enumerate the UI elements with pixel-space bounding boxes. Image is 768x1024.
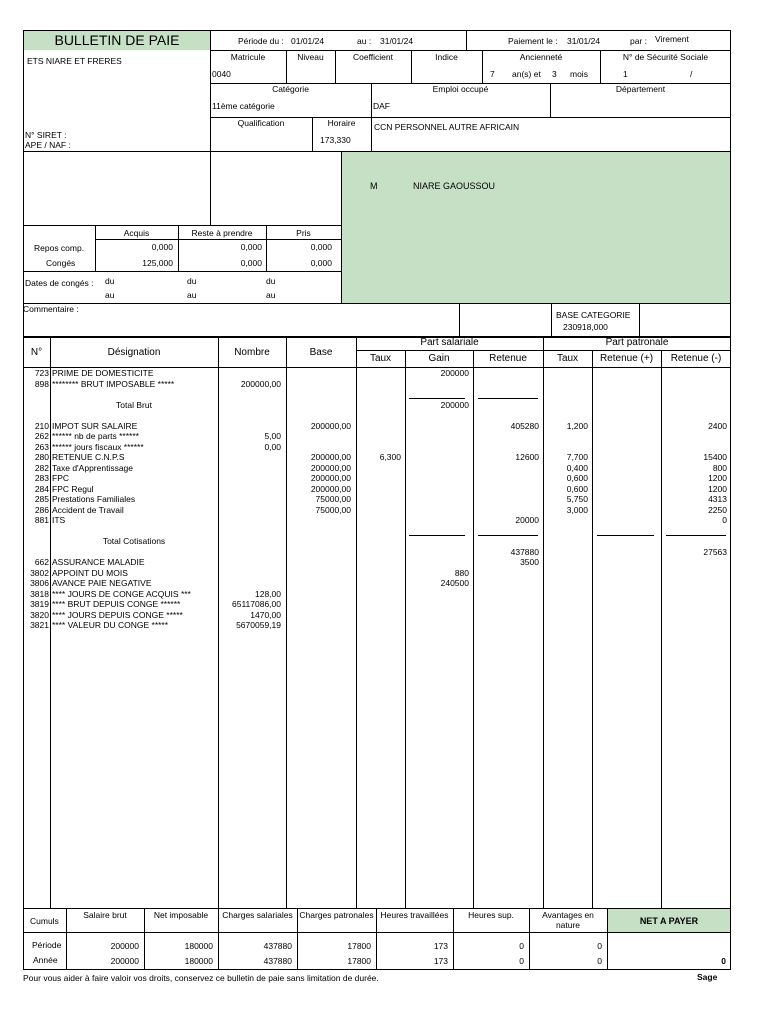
table-row <box>0 421 768 432</box>
coefficient-label: Coefficient <box>352 52 393 62</box>
cell-num: 3820 <box>30 609 49 620</box>
table-row <box>0 494 768 505</box>
comment-frame <box>23 303 731 337</box>
leave-value: 0,000 <box>151 242 173 252</box>
cell-base: 200000,00 <box>310 462 351 473</box>
period-from-label: Période du : <box>238 36 284 46</box>
cumuls-header: Heures sup. <box>468 910 514 920</box>
cell-retenue: 405280 <box>510 420 539 431</box>
col-header-retenue-minus: Retenue (-) <box>670 353 722 364</box>
cell-des: **** VALEUR DU CONGE ***** <box>52 620 169 630</box>
cumuls-header: Salaire brut <box>83 910 127 920</box>
cell-des: FPC <box>52 473 69 483</box>
cell-retenue: 3500 <box>520 557 539 567</box>
horaire-label: Horaire <box>327 118 356 128</box>
sage-brand: Sage <box>697 972 718 982</box>
cell-num: 282 <box>34 462 49 473</box>
cumuls-label: Cumuls <box>30 916 59 926</box>
cumuls-header: Avantages en nature <box>542 910 594 930</box>
table-row <box>0 589 768 600</box>
annee-label: Année <box>33 955 58 965</box>
cell-des: FPC Regul <box>52 483 94 494</box>
table-row <box>0 599 768 610</box>
cumul-periode-value: 0 <box>597 941 602 951</box>
table-row <box>0 505 768 516</box>
cumul-periode-value: 173 <box>433 941 448 951</box>
cell-num: 280 <box>34 452 49 462</box>
anciennete-months: 3 <box>552 69 557 79</box>
cell-des: **** JOURS DE CONGE ACQUIS *** <box>52 588 191 599</box>
cell-retenue: 12600 <box>515 452 539 462</box>
cell-retenue: 20000 <box>515 515 539 525</box>
cell-num: 3806 <box>30 578 49 588</box>
anciennete-label: Ancienneté <box>519 52 563 62</box>
anciennete-years-unit: an(s) et <box>512 69 541 79</box>
cumul-periode-value: 437880 <box>263 941 292 951</box>
cell-des: **** BRUT DEPUIS CONGE ****** <box>52 599 181 609</box>
niveau-label: Niveau <box>297 52 324 62</box>
cell-gain: 200000 <box>440 368 469 378</box>
leave-au: au <box>187 290 197 300</box>
employee-address-band <box>341 152 730 303</box>
cell-ret-minus: 4313 <box>708 494 727 504</box>
leave-du: du <box>266 276 276 286</box>
cell-num: 881 <box>34 515 49 525</box>
table-row <box>0 557 768 568</box>
cell-des: ITS <box>52 515 66 525</box>
cell-des: RETENUE C.N.P.S <box>52 452 125 462</box>
cell-base: 200000,00 <box>310 452 351 462</box>
pay-date-label: Paiement le : <box>508 36 558 46</box>
cumul-annee-value: 0 <box>519 956 524 966</box>
cell-des: **** JOURS DEPUIS CONGE ***** <box>52 609 183 620</box>
leave-header-acquis: Acquis <box>123 228 150 238</box>
cell-nombre: 200000,00 <box>240 378 281 389</box>
company-name: ETS NIARE ET FRERES <box>27 56 122 66</box>
cell-des: Accident de Travail <box>52 504 124 515</box>
cell-taux-p: 5,750 <box>566 494 588 504</box>
leave-value: 125,000 <box>142 258 173 268</box>
qualification-label: Qualification <box>237 118 285 128</box>
cell-base: 200000,00 <box>310 420 351 431</box>
cell-num: 662 <box>34 557 49 567</box>
col-header-designation: Désignation <box>107 347 161 358</box>
cumul-periode-value: 180000 <box>184 941 213 951</box>
pay-method: Virement <box>655 34 689 44</box>
employee-civility: M <box>370 181 378 191</box>
cell-num: 283 <box>34 473 49 483</box>
cell-ret-minus: 1200 <box>708 473 727 483</box>
base-categorie-label: BASE CATEGORIE <box>556 310 631 320</box>
col-header-gain: Gain <box>428 353 450 364</box>
col-header-retenue: Retenue <box>489 353 527 364</box>
table-row <box>0 431 768 442</box>
cell-nombre: 65117086,00 <box>231 599 281 609</box>
cumuls-header: Net imposable <box>153 910 209 920</box>
cell-num: 723 <box>34 368 49 378</box>
cumul-annee-value: 437880 <box>263 956 292 966</box>
cell-gain: 240500 <box>440 578 469 588</box>
departement-label: Département <box>615 84 666 94</box>
cell-des: Total Brut <box>116 399 152 410</box>
table-row <box>0 368 768 379</box>
periode-label: Période <box>32 940 62 950</box>
cell-retenue: 437880 <box>510 546 539 557</box>
cell-ret-minus: 0 <box>722 515 727 525</box>
col-header-num: N° <box>30 347 43 358</box>
cell-des: ******** BRUT IMPOSABLE ***** <box>52 378 175 389</box>
table-row <box>0 379 768 390</box>
cell-gain: 200000 <box>440 399 469 410</box>
page-title: BULLETIN DE PAIE <box>54 32 180 48</box>
cell-ret-minus: 1200 <box>708 483 727 494</box>
cumuls-header: Charges salariales <box>222 910 293 920</box>
cell-num: 3802 <box>30 567 49 578</box>
leave-header-pris: Pris <box>296 228 311 238</box>
leave-value: 0,000 <box>240 258 262 268</box>
matricule: 0040 <box>212 69 231 79</box>
table-row <box>0 568 768 579</box>
cell-taux-p: 7,700 <box>566 452 588 462</box>
cell-ret-minus: 800 <box>712 462 727 473</box>
cell-des: PRIME DE DOMESTICITE <box>52 368 154 378</box>
table-row <box>0 442 768 453</box>
leave-du: du <box>105 276 115 286</box>
siret-label: N° SIRET : <box>25 130 67 140</box>
horaire: 173,330 <box>320 135 351 145</box>
secu-key: / <box>690 69 693 79</box>
leave-dates-label: Dates de congés : <box>25 278 94 288</box>
leave-value: 0,000 <box>240 242 262 252</box>
cell-des: Prestations Familiales <box>52 494 136 504</box>
table-row <box>0 484 768 495</box>
leave-header-reste: Reste à prendre <box>191 228 253 238</box>
anciennete-months-unit: mois <box>570 69 588 79</box>
cell-base: 200000,00 <box>310 483 351 494</box>
table-row <box>0 400 768 411</box>
period-from: 01/01/24 <box>291 36 325 46</box>
cell-des: Taxe d'Apprentissage <box>52 462 134 473</box>
cumul-annee-value: 0 <box>597 956 602 966</box>
base-categorie-value: 230918,000 <box>563 322 608 332</box>
cumul-annee-value: 180000 <box>184 956 213 966</box>
cell-base: 75000,00 <box>315 504 351 515</box>
indice-label: Indice <box>435 52 458 62</box>
secu-number: 1 <box>623 69 628 79</box>
cell-num: 898 <box>34 378 49 389</box>
cell-des: ****** jours fiscaux ****** <box>52 441 144 452</box>
col-header-taux: Taux <box>369 353 392 364</box>
cell-nombre: 0,00 <box>264 441 281 452</box>
col-header-part-salariale: Part salariale <box>420 337 479 348</box>
cell-des: Total Cotisations <box>102 536 166 546</box>
anciennete-years: 7 <box>490 69 495 79</box>
employee-name: NIARE GAOUSSOU <box>413 181 496 191</box>
cell-num: 285 <box>34 494 49 504</box>
table-row <box>0 473 768 484</box>
leave-au: au <box>105 290 115 300</box>
leave-row-label: Repos comp. <box>34 243 85 253</box>
col-header-retenue-plus: Retenue (+) <box>599 353 654 364</box>
table-row <box>0 389 768 400</box>
col-header-nombre: Nombre <box>234 347 270 358</box>
cell-num: 3818 <box>30 588 49 599</box>
cell-num: 263 <box>34 441 49 452</box>
cell-ret-minus: 2400 <box>708 420 727 431</box>
cumul-annee-value: 200000 <box>110 956 139 966</box>
commentaire-label: Commentaire : <box>23 304 79 314</box>
cell-taux-p: 1,200 <box>566 420 588 431</box>
categorie-label: Catégorie <box>272 84 309 94</box>
cell-base: 75000,00 <box>315 494 351 504</box>
cell-ret-minus: 2250 <box>708 504 727 515</box>
cell-base: 200000,00 <box>310 473 351 483</box>
cumuls-header: Charges patronales <box>299 910 374 920</box>
table-row <box>0 410 768 421</box>
pay-date: 31/01/24 <box>567 36 601 46</box>
cell-des: AVANCE PAIE NEGATIVE <box>52 578 152 588</box>
cell-nombre: 128,00 <box>255 588 281 599</box>
table-row <box>0 578 768 589</box>
leave-value: 0,000 <box>310 258 332 268</box>
table-row <box>0 620 768 631</box>
cell-ret-minus: 27563 <box>703 546 727 557</box>
categorie: 11ème catégorie <box>212 101 275 111</box>
lines-body <box>0 368 768 631</box>
cell-num: 286 <box>34 504 49 515</box>
emploi: DAF <box>373 101 390 111</box>
cell-ret-minus: 15400 <box>703 452 727 462</box>
cell-des: APPOINT DU MOIS <box>52 567 128 578</box>
cell-num: 210 <box>34 420 49 431</box>
cell-nombre: 5670059,19 <box>236 620 281 630</box>
matricule-label: Matricule <box>230 52 266 62</box>
period-to: 31/01/24 <box>380 36 414 46</box>
cell-num: 3821 <box>30 620 49 630</box>
cell-nombre: 1470,00 <box>250 609 281 620</box>
footer-note: Pour vous aider à faire valoir vos droits, conservez ce bulletin de paie sans limitation de durée. <box>23 973 379 983</box>
table-row <box>0 463 768 474</box>
period-to-label: au : <box>357 36 372 46</box>
table-row <box>0 547 768 558</box>
cell-num: 262 <box>34 431 49 441</box>
cumul-annee-value: 173 <box>433 956 448 966</box>
cell-nombre: 5,00 <box>264 431 281 441</box>
leave-du: du <box>187 276 197 286</box>
net-a-payer-label: NET A PAYER <box>639 916 699 926</box>
leave-row-label: Congés <box>46 258 76 268</box>
cell-des: IMPOT SUR SALAIRE <box>52 420 138 431</box>
convention: CCN PERSONNEL AUTRE AFRICAIN <box>374 122 520 132</box>
table-row <box>0 610 768 621</box>
emploi-label: Emploi occupé <box>432 84 489 94</box>
cell-taux: 6,300 <box>379 452 401 462</box>
cell-taux-p: 0,600 <box>566 483 588 494</box>
cell-des: ****** nb de parts ****** <box>52 431 139 441</box>
cumul-periode-value: 200000 <box>110 941 139 951</box>
col-header-part-patronale: Part patronale <box>605 337 669 348</box>
table-row <box>0 536 768 547</box>
col-header-taux-patronal: Taux <box>556 353 579 364</box>
cumul-annee-value: 17800 <box>347 956 371 966</box>
cell-des: ASSURANCE MALADIE <box>52 557 145 567</box>
cell-taux-p: 0,400 <box>566 462 588 473</box>
cell-num: 284 <box>34 483 49 494</box>
leave-value: 0,000 <box>310 242 332 252</box>
cell-taux-p: 3,000 <box>566 504 588 515</box>
pay-method-label: par : <box>630 36 648 46</box>
ape-label: APE / NAF : <box>25 140 71 150</box>
cell-num: 3819 <box>30 599 49 609</box>
cell-gain: 880 <box>454 567 469 578</box>
cumul-periode-value: 0 <box>519 941 524 951</box>
table-row <box>0 515 768 526</box>
net-a-payer-value: 0 <box>721 956 726 966</box>
table-row <box>0 452 768 463</box>
cumul-periode-value: 17800 <box>347 941 371 951</box>
col-header-base: Base <box>309 347 333 358</box>
cumuls-header: Heures travaillées <box>380 910 449 920</box>
table-row <box>0 526 768 537</box>
leave-au: au <box>266 290 276 300</box>
cell-taux-p: 0,600 <box>566 473 588 483</box>
secu-label: N° de Sécurité Sociale <box>622 52 709 62</box>
